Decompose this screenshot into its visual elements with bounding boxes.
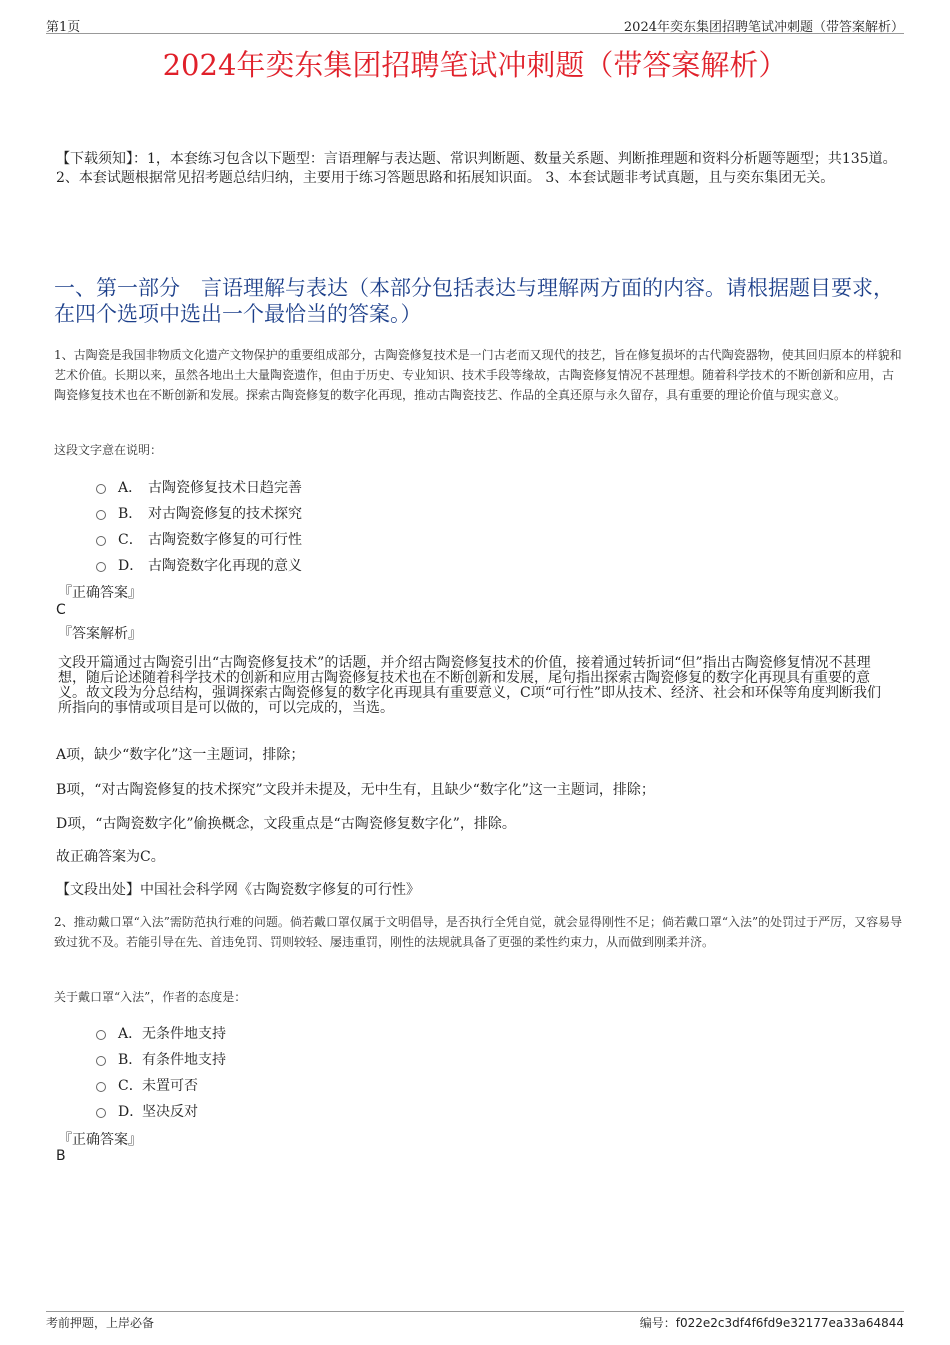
footer-slogan: 考前押题，上岸必备 [46, 1316, 155, 1330]
q1-question: 这段文字意在说明： [54, 443, 163, 457]
q1-option-d[interactable] [96, 555, 302, 575]
q1-option-b[interactable] [96, 503, 302, 523]
footer-code-value: f022e2c3df4f6fd9e32177ea33a64844 [675, 1316, 904, 1330]
radio-icon[interactable] [96, 1056, 106, 1066]
option-text: 无条件地支持 [142, 1026, 226, 1042]
footer-code [640, 1314, 904, 1331]
q1-note-d: D项，“古陶瓷数字化”偷换概念，文段重点是“古陶瓷修复数字化”，排除。 [56, 816, 516, 832]
q1-note-b: B项，“对古陶瓷修复的技术探究”文段并未提及，无中生有，且缺少“数字化”这一主题词，排除； [56, 782, 655, 798]
option-text: 古陶瓷数字化再现的意义 [148, 558, 302, 574]
q1-answer: C [56, 602, 66, 618]
footer-code-label: 编号： [639, 1316, 676, 1330]
q2-answer: B [56, 1148, 66, 1164]
option-text: 古陶瓷修复技术日趋完善 [148, 480, 302, 496]
q1-option-a[interactable] [96, 477, 302, 497]
option-text: 未置可否 [142, 1078, 198, 1094]
q1-source: 【文段出处】中国社会科学网《古陶瓷数字修复的可行性》 [56, 882, 420, 898]
option-text: 古陶瓷数字修复的可行性 [148, 532, 302, 548]
option-text: 坚决反对 [142, 1104, 198, 1120]
q1-stem: 1、古陶瓷是我国非物质文化遗产文物保护的重要组成部分，古陶瓷修复技术是一门古老而又现代的技艺，旨在修复损坏的古代陶瓷器物，使其回归原本的样貌和艺术价值。长期以来，虽然各地出土大量陶瓷遗作，但由于历史、专业知识、技术手段等缘故，古陶瓷修复情况不甚理想。随着科学技术的不断创新和应用，古陶瓷修复技术也在不断创新和发展。探索古陶瓷修复的数字化再现，推动古陶瓷技艺、作品的全真还原与永久留存，具有重要的理论价值与现实意义。 [54, 348, 902, 402]
radio-icon[interactable] [96, 536, 106, 546]
radio-icon[interactable] [96, 484, 106, 494]
header-doc-title: 2024年奕东集团招聘笔试冲刺题（带答案解析） [623, 20, 904, 35]
radio-icon[interactable] [96, 1030, 106, 1040]
radio-icon[interactable] [96, 562, 106, 572]
page-number: 第1页 [46, 20, 81, 35]
q1-analysis: 文段开篇通过古陶瓷引出“古陶瓷修复技术”的话题，并介绍古陶瓷修复技术的价值，接着通过转折词“但”指出古陶瓷修复情况不甚理想，随后论述随着科学技术的创新和应用古陶瓷修复技术也在不断创新和发展，尾句指出探索古陶瓷修复的数字化再现具有重要的意义。故文段为分总结构，强调探索古陶瓷修复的数字化再现具有重要意义，C项“可行性”即从技术、经济、社会和环保等角度判断我们所指向的事情或项目是可以做的，可以完成的，当选。 [58, 655, 882, 716]
download-notice: 【下载须知】：1，本套练习包含以下题型：言语理解与表达题、常识判断题、数量关系题、判断推理题和资料分析题等题型；共135道。 2、本套试题根据常见招考题总结归纳，主要用于练习答题思路和拓展知识面。 3、本套试题非考试真题，且与奕东集团无关。 [56, 151, 897, 186]
option-letter: A． [118, 480, 143, 496]
q2-option-b[interactable] [96, 1049, 226, 1069]
q2-option-c[interactable] [96, 1075, 198, 1095]
radio-icon[interactable] [96, 510, 106, 520]
q1-option-c[interactable] [96, 529, 302, 549]
footer-divider [46, 1311, 904, 1312]
q2-answer-tag: 『正确答案』 [58, 1132, 142, 1148]
header-divider [46, 33, 904, 34]
option-letter: A． [118, 1026, 143, 1042]
q2-question: 关于戴口罩“入法”，作者的态度是： [54, 990, 247, 1004]
q2-option-d[interactable] [96, 1101, 198, 1121]
option-text: 对古陶瓷修复的技术探究 [148, 506, 302, 522]
radio-icon[interactable] [96, 1082, 106, 1092]
section-heading: 一、第一部分 言语理解与表达（本部分包括表达与理解两方面的内容。请根据题目要求，在四个选项中选出一个最恰当的答案。） [54, 276, 894, 326]
q2-stem: 2、推动戴口罩“入法”需防范执行难的问题。倘若戴口罩仅属于文明倡导，是否执行全凭自觉，就会显得刚性不足；倘若戴口罩“入法”的处罚过于严厉，又容易导致过犹不及。若能引导在先、首违免罚、罚则较轻、屡违重罚，刚性的法规就具备了更强的柔性约束力，从而做到刚柔并济。 [54, 915, 903, 949]
option-letter: B． [118, 1052, 143, 1068]
option-letter: D． [118, 1104, 144, 1120]
option-letter: D． [118, 558, 144, 574]
option-text: 有条件地支持 [142, 1052, 226, 1068]
q1-note-a: A项，缺少“数字化”这一主题词，排除； [56, 747, 305, 763]
option-letter: C． [118, 532, 143, 548]
q1-analysis-tag: 『答案解析』 [58, 626, 142, 642]
option-letter: C． [118, 1078, 143, 1094]
q1-answer-tag: 『正确答案』 [58, 585, 142, 601]
q2-option-a[interactable] [96, 1023, 226, 1043]
radio-icon[interactable] [96, 1108, 106, 1118]
q1-conclusion: 故正确答案为C。 [56, 849, 165, 865]
page-title: 2024年奕东集团招聘笔试冲刺题（带答案解析） [162, 48, 788, 82]
option-letter: B． [118, 506, 143, 522]
